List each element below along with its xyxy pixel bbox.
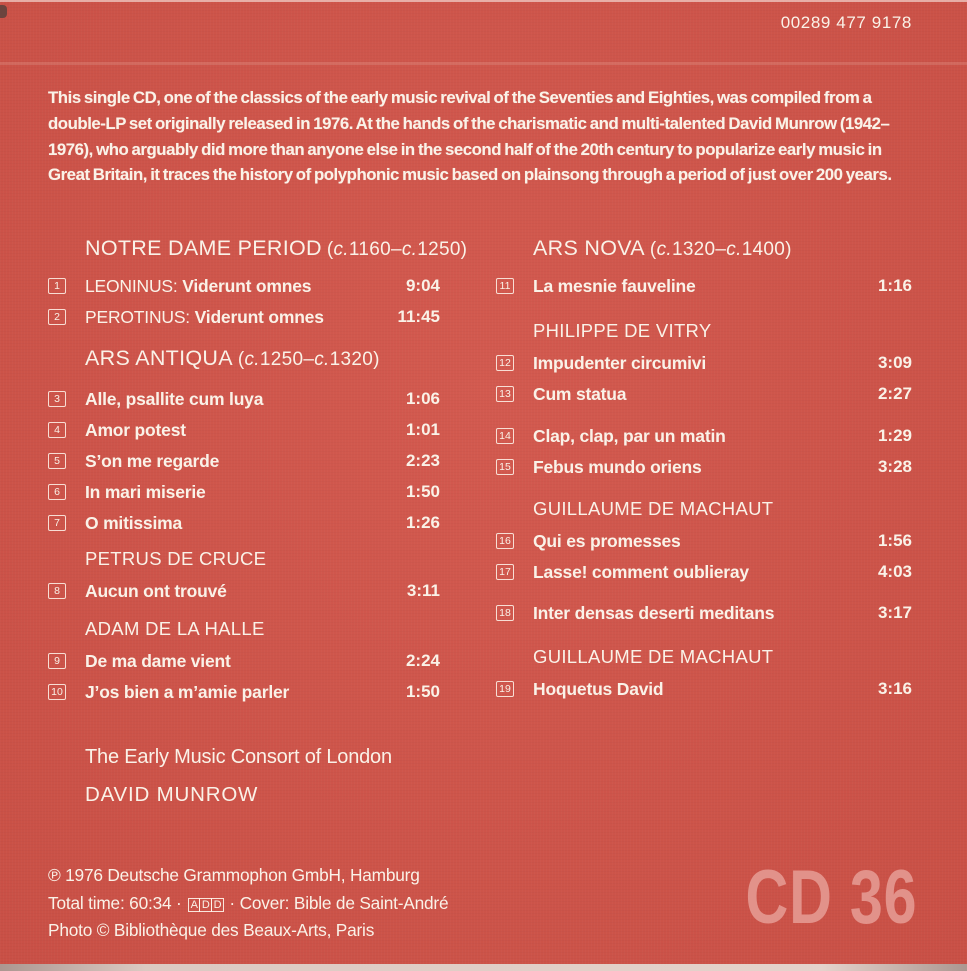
- track-number-badge: 12: [496, 355, 514, 371]
- total-time-text: Total time: 60:34 ·: [48, 892, 182, 913]
- track-title: Qui es promesses: [533, 530, 681, 551]
- track-row: [48, 449, 440, 473]
- section-header-ars-antiqua: ARS ANTIQUA (c.1250–c.1320): [85, 346, 380, 370]
- track-number-badge: 8: [48, 583, 66, 599]
- section-machaut-1: [496, 498, 912, 591]
- track-row: [48, 274, 440, 298]
- tracklist-left-column: [48, 0, 468, 760]
- track-time: 3:09: [877, 353, 912, 372]
- track-row: [496, 601, 912, 625]
- section-vitry-continued: [496, 424, 912, 486]
- section-notre-dame: [48, 236, 468, 336]
- track-title: Febus mundo oriens: [533, 456, 702, 477]
- track-title: Inter densas deserti meditans: [533, 602, 775, 623]
- track-number-badge: 9: [48, 653, 66, 669]
- section-petrus-de-cruce: [48, 548, 440, 610]
- track-row: [496, 529, 912, 553]
- track-time: 1:06: [405, 389, 440, 408]
- track-title: Hoquetus David: [533, 678, 664, 699]
- tracklist-right-column: [496, 0, 912, 760]
- composer-header-machaut-1: GUILLAUME DE MACHAUT: [533, 498, 774, 519]
- director-name: DAVID MUNROW: [85, 783, 259, 806]
- scan-edge-bottom: [0, 964, 967, 971]
- track-title: La mesnie fauveline: [533, 275, 696, 296]
- track-row: [48, 387, 440, 411]
- track-time: 2:24: [405, 651, 440, 670]
- track-number-badge: 2: [48, 309, 66, 325]
- track-row: [48, 480, 440, 504]
- track-number-badge: 3: [48, 391, 66, 407]
- track-time: 1:29: [877, 426, 912, 445]
- track-number-badge: 5: [48, 453, 66, 469]
- section-dates: (c.1160–c.1250): [326, 239, 468, 260]
- section-dates: (c.1320–c.1400): [649, 239, 792, 260]
- track-time: 1:01: [405, 420, 440, 439]
- track-time: 3:16: [877, 679, 912, 698]
- cd-number-badge: CD 36: [745, 855, 917, 940]
- track-time: 3:28: [877, 457, 912, 476]
- track-row: [496, 382, 912, 406]
- track-time: 3:17: [877, 603, 912, 622]
- catalog-number: 00289 477 9178: [780, 13, 912, 32]
- section-ars-antiqua: [48, 346, 440, 542]
- cover-credit-text: · Cover: Bible de Saint-André: [229, 892, 449, 913]
- section-machaut-2: [496, 646, 912, 708]
- track-time: 9:04: [405, 276, 440, 295]
- track-row: [496, 424, 912, 448]
- scan-corner-mark: [0, 5, 7, 18]
- track-time: 1:50: [405, 682, 440, 701]
- track-number-badge: 15: [496, 459, 514, 475]
- track-row: [496, 560, 912, 584]
- track-time: 4:03: [877, 562, 912, 581]
- track-row: [48, 511, 440, 535]
- composer-header-machaut-2: GUILLAUME DE MACHAUT: [533, 646, 774, 667]
- intro-paragraph: This single CD, one of the classics of the early music revival of the Seventies and Eighties, was compiled from a double-LP set originally released in 1976. At the hands of the charismatic and multi-talented David Munrow (1942–1976), who arguably did more than anyone else in the second half of the 20th century to popularize early music in Great Britain, it traces the history of polyphonic music based on plainsong through a period of just over 200 years.: [48, 88, 892, 185]
- track-time: 3:11: [406, 581, 440, 600]
- footer-credits: [48, 862, 448, 945]
- ensemble-name: The Early Music Consort of London: [85, 746, 392, 768]
- section-ars-nova: [496, 236, 912, 305]
- track-row: [48, 305, 440, 329]
- track-number-badge: 1: [48, 278, 66, 294]
- track-title: J’os bien a m’amie parler: [85, 681, 290, 702]
- copyright-line: ℗ 1976 Deutsche Grammophon GmbH, Hamburg: [48, 865, 420, 885]
- track-time: 1:16: [877, 276, 912, 295]
- artists-block: [85, 746, 392, 807]
- track-time: 2:27: [877, 384, 912, 403]
- section-dates: (c.1250–c.1320): [237, 349, 380, 370]
- track-row: [48, 418, 440, 442]
- track-number-badge: 6: [48, 484, 66, 500]
- track-time: 2:23: [405, 451, 440, 470]
- track-row: [496, 677, 912, 701]
- track-number-badge: 17: [496, 564, 514, 580]
- track-number-badge: 11: [496, 278, 514, 294]
- track-row: [496, 455, 912, 479]
- track-title: Amor potest: [85, 419, 186, 440]
- composer-header-vitry: PHILIPPE DE VITRY: [533, 320, 712, 341]
- section-philippe-de-vitry: [496, 320, 912, 413]
- track-title: Alle, psallite cum luya: [85, 388, 264, 409]
- section-machaut-continued: [496, 601, 912, 632]
- track-row: [496, 274, 912, 298]
- track-number-badge: 16: [496, 533, 514, 549]
- photo-credit-line: Photo © Bibliothèque des Beaux-Arts, Paris: [48, 920, 375, 941]
- track-title: In mari miserie: [85, 481, 206, 502]
- total-time-line: [48, 890, 448, 918]
- section-adam-de-la-halle: [48, 618, 440, 711]
- track-title: LEONINUS: Viderunt omnes: [85, 275, 312, 296]
- add-spars-logo: A D D: [188, 898, 223, 912]
- track-number-badge: 4: [48, 422, 66, 438]
- track-title: Impudenter circumivi: [533, 352, 706, 373]
- track-row: [48, 579, 440, 603]
- composer-header-adam: ADAM DE LA HALLE: [85, 618, 265, 639]
- track-time: 1:56: [877, 531, 912, 550]
- track-title: Clap, clap, par un matin: [533, 425, 726, 446]
- track-number-badge: 14: [496, 428, 514, 444]
- track-number-badge: 19: [496, 681, 514, 697]
- track-time: 11:45: [397, 307, 440, 326]
- section-header-ars-nova: ARS NOVA (c.1320–c.1400): [533, 236, 792, 260]
- track-title: De ma dame vient: [85, 650, 231, 671]
- track-number-badge: 13: [496, 386, 514, 402]
- track-row: [496, 351, 912, 375]
- composer-header-petrus: PETRUS DE CRUCE: [85, 548, 267, 569]
- track-time: 1:50: [405, 482, 440, 501]
- track-number-badge: 7: [48, 515, 66, 531]
- track-time: 1:26: [405, 513, 440, 532]
- track-title: S’on me regarde: [85, 450, 220, 471]
- track-title: O mitissima: [85, 512, 183, 533]
- track-title: Aucun ont trouvé: [85, 580, 227, 601]
- track-number-badge: 18: [496, 605, 514, 621]
- track-title: Lasse! comment oublieray: [533, 561, 749, 582]
- track-title: PEROTINUS: Viderunt omnes: [85, 306, 324, 327]
- section-header-notre-dame: NOTRE DAME PERIOD (c.1160–c.1250): [85, 236, 468, 260]
- track-title: Cum statua: [533, 383, 627, 404]
- track-number-badge: 10: [48, 684, 66, 700]
- track-row: [48, 649, 440, 673]
- track-row: [48, 680, 440, 704]
